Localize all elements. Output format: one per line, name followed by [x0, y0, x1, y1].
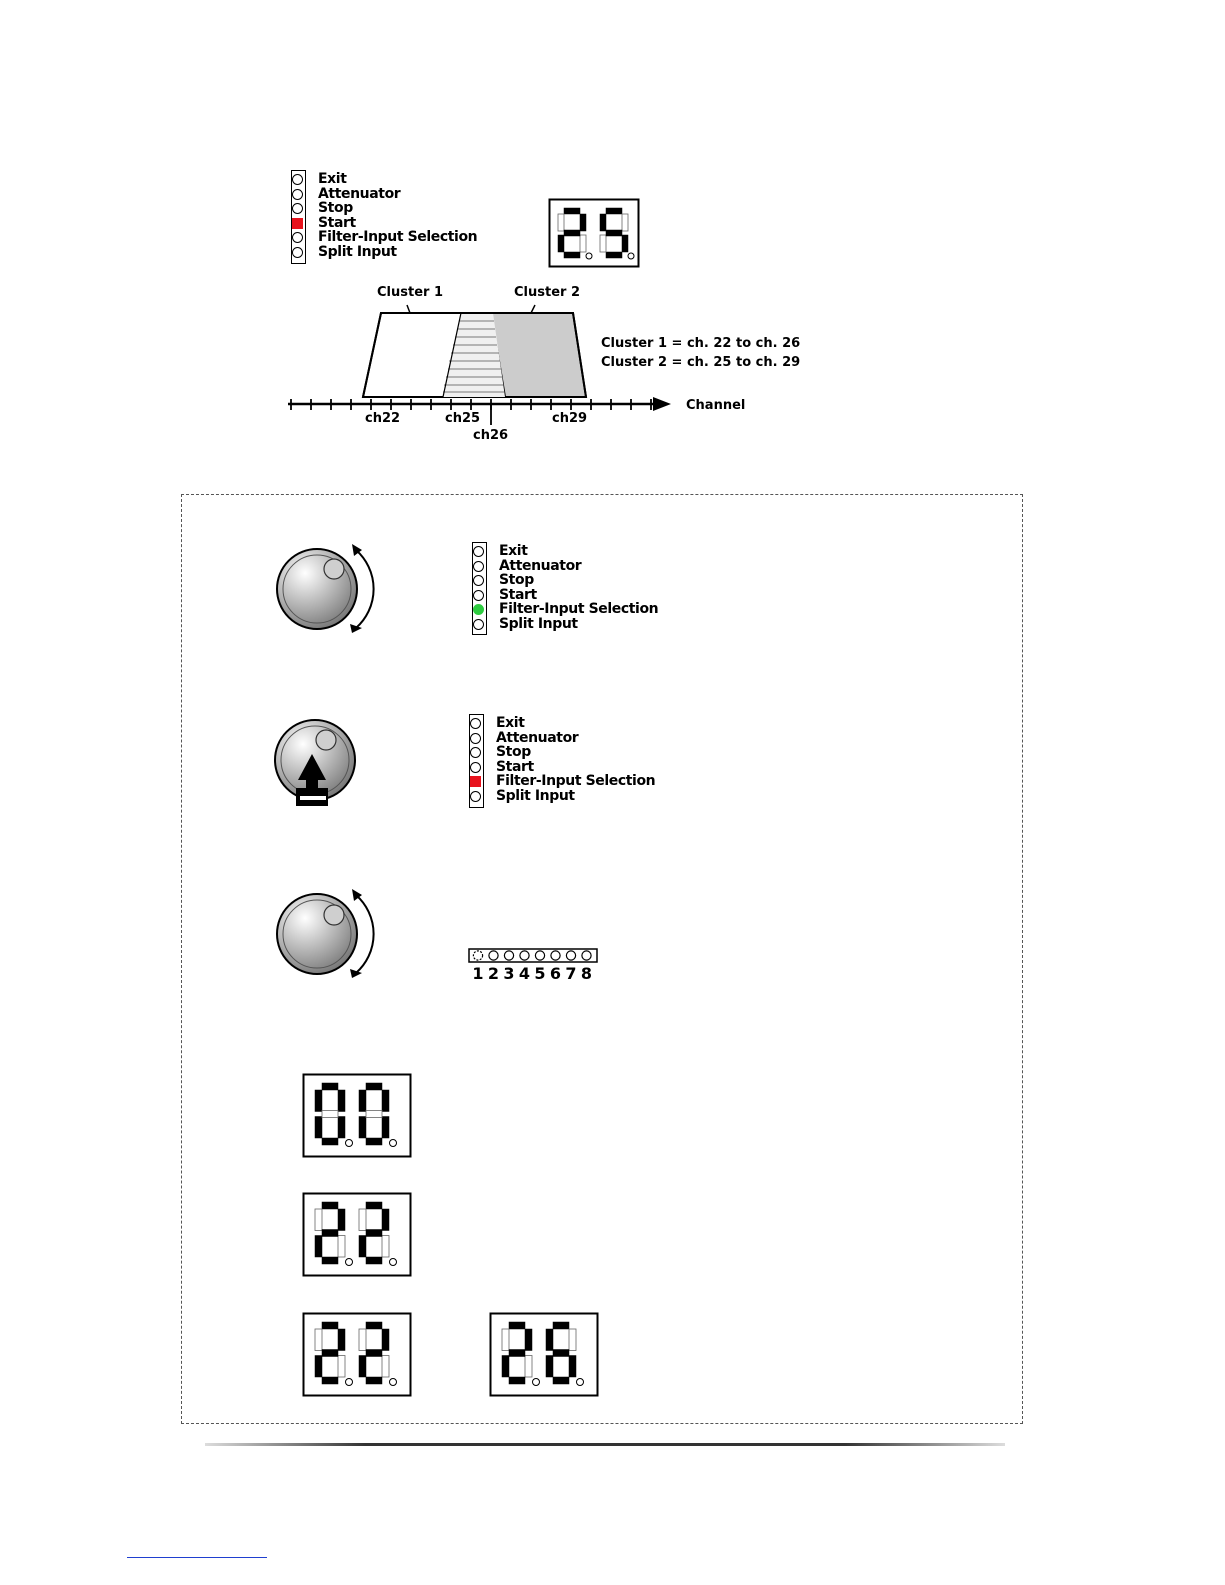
display-22-a-digit1-decimal-point [346, 1259, 353, 1266]
step2-label-stop: Stop [496, 744, 531, 761]
step2-label-filter-input-selection: Filter-Input Selection [496, 773, 656, 790]
display-22-a [302, 1192, 412, 1278]
step1-led-split-input [473, 619, 484, 630]
display-22-b-digit1-seg-d [322, 1377, 338, 1384]
display-00-digit2-seg-g [366, 1111, 382, 1118]
step1-led-start [473, 590, 484, 601]
display-26-digit1-seg-c [525, 1356, 532, 1378]
step2-led-split-input [470, 791, 481, 802]
display-25-digit2-seg-d [606, 252, 622, 258]
input-number-6: 6 [549, 964, 562, 983]
display-25 [548, 198, 640, 268]
display-22-b-digit1-seg-c [338, 1356, 345, 1378]
top-led-attenuator [292, 189, 303, 200]
display-25-digit1-seg-c [580, 235, 586, 252]
display-26-digit2-decimal-point [577, 1379, 584, 1386]
input-led-strip [465, 944, 605, 984]
display-22-b-digit2-seg-c [382, 1356, 389, 1378]
top-label-split-input: Split Input [318, 244, 397, 260]
step1-label-exit: Exit [499, 543, 528, 559]
display-00-digit2-decimal-point [390, 1140, 397, 1147]
knob-rotate-1 [270, 538, 380, 638]
top-led-exit [292, 174, 303, 185]
input-led-4 [520, 951, 529, 960]
display-25-digit2-seg-c [622, 235, 628, 252]
input-number-4: 4 [518, 964, 531, 983]
display-25-digit2-seg-f [600, 214, 606, 231]
footer-link-underline [127, 1557, 267, 1558]
input-led-8 [582, 951, 591, 960]
input-number-8: 8 [580, 964, 593, 983]
display-22-b-digit2-seg-g [366, 1350, 382, 1357]
top-label-exit: Exit [318, 171, 347, 187]
top-led-split-input [292, 247, 303, 258]
input-number-3: 3 [503, 964, 515, 983]
display-00-digit2-seg-a [366, 1083, 382, 1090]
display-26-digit2-seg-a [553, 1322, 569, 1329]
display-22-a-digit2-seg-g [366, 1230, 382, 1237]
top-label-stop: Stop [318, 200, 353, 217]
display-26-digit1-seg-e [502, 1356, 509, 1378]
top-led-start [292, 218, 303, 229]
footer-rule [205, 1443, 1005, 1446]
legend-line-2: Cluster 2 = ch. 25 to ch. 29 [601, 355, 801, 370]
display-25-digit1-seg-b [580, 214, 586, 231]
display-22-a-digit1-seg-f [315, 1209, 322, 1231]
cluster-chart [283, 280, 803, 450]
step2-label-start: Start [496, 758, 534, 775]
cluster-2-label: Cluster 2 [514, 285, 581, 300]
tick-label-ch22: ch22 [365, 411, 401, 426]
display-22-a-digit2-seg-e [359, 1236, 366, 1258]
display-22-a-digit1-seg-a [322, 1202, 338, 1209]
display-22-b-digit2-seg-a [366, 1322, 382, 1329]
input-led-1 [473, 951, 482, 960]
display-22-a-digit1-seg-e [315, 1236, 322, 1258]
display-22-b [302, 1312, 412, 1398]
display-26-digit2-seg-b [569, 1329, 576, 1351]
display-26-digit1-seg-b [525, 1329, 532, 1351]
display-00-digit1-seg-d [322, 1138, 338, 1145]
display-22-b-digit1-seg-b [338, 1329, 345, 1351]
input-led-5 [535, 951, 544, 960]
step2-label-split-input: Split Input [496, 788, 575, 804]
step1-led-exit [473, 546, 484, 557]
display-25-digit1-seg-g [564, 230, 580, 236]
display-22-b-digit1-decimal-point [346, 1379, 353, 1386]
display-00-digit1-seg-b [338, 1090, 345, 1112]
display-22-a-digit2-seg-b [382, 1209, 389, 1231]
step1-label-start: Start [499, 586, 537, 603]
step2-label-exit: Exit [496, 715, 525, 731]
display-25-digit1-seg-d [564, 252, 580, 258]
display-22-b-digit2-seg-b [382, 1329, 389, 1351]
display-22-b-digit2-seg-e [359, 1356, 366, 1378]
display-26-digit1-seg-d [509, 1377, 525, 1384]
display-22-a-digit2-seg-f [359, 1209, 366, 1231]
tick-label-ch26: ch26 [473, 428, 509, 443]
display-26-digit1-seg-f [502, 1329, 509, 1351]
step1-label-attenuator: Attenuator [499, 557, 582, 574]
display-25-digit1-seg-a [564, 208, 580, 214]
step1-label-stop: Stop [499, 572, 534, 589]
display-26-digit2-seg-c [569, 1356, 576, 1378]
display-25-digit2-seg-g [606, 230, 622, 236]
display-26-digit1-decimal-point [533, 1379, 540, 1386]
input-number-2: 2 [487, 964, 500, 983]
display-00 [302, 1073, 412, 1159]
step1-label-filter-input-selection: Filter-Input Selection [499, 601, 659, 618]
input-number-1: 1 [472, 964, 484, 983]
display-25-digit1-seg-e [558, 235, 564, 252]
display-26-digit2-seg-f [546, 1329, 553, 1351]
step2-led-exit [470, 718, 481, 729]
display-22-b-digit2-decimal-point [390, 1379, 397, 1386]
tick-label-ch25: ch25 [445, 411, 481, 426]
display-22-b-digit2-seg-f [359, 1329, 366, 1351]
step1-label-split-input: Split Input [499, 616, 578, 632]
display-22-b-digit1-seg-a [322, 1322, 338, 1329]
display-00-digit2-seg-c [382, 1117, 389, 1139]
display-25-digit2-decimal-point [628, 253, 634, 259]
display-00-digit1-decimal-point [346, 1140, 353, 1147]
display-22-a-digit2-decimal-point [390, 1259, 397, 1266]
display-26-digit2-seg-d [553, 1377, 569, 1384]
display-26-digit1-seg-g [509, 1350, 525, 1357]
axis-arrow [653, 397, 671, 411]
display-26-digit2-seg-g [553, 1350, 569, 1357]
step2-led-filter-input-selection [470, 776, 481, 787]
axis-label: Channel [686, 398, 746, 413]
display-00-digit1-seg-e [315, 1117, 322, 1139]
display-22-a-digit1-seg-d [322, 1257, 338, 1264]
input-number-7: 7 [565, 964, 577, 983]
display-26 [489, 1312, 599, 1398]
display-22-b-digit1-seg-e [315, 1356, 322, 1378]
top-label-attenuator: Attenuator [318, 185, 401, 202]
tick-label-ch29: ch29 [552, 411, 588, 426]
display-00-digit1-seg-f [315, 1090, 322, 1112]
input-led-6 [551, 951, 560, 960]
display-00-digit2-seg-f [359, 1090, 366, 1112]
top-label-start: Start [318, 214, 356, 231]
display-25-digit1-decimal-point [586, 253, 592, 259]
step2-label-attenuator: Attenuator [496, 729, 579, 746]
display-22-a-digit2-seg-a [366, 1202, 382, 1209]
display-00-digit2-seg-b [382, 1090, 389, 1112]
display-25-digit2-seg-e [600, 235, 606, 252]
cluster-1-label: Cluster 1 [377, 285, 444, 300]
input-led-7 [566, 951, 575, 960]
knob-rotate-2 [270, 885, 380, 985]
display-22-b-digit2-seg-d [366, 1377, 382, 1384]
display-00-digit2-seg-d [366, 1138, 382, 1145]
display-00-digit1-seg-c [338, 1117, 345, 1139]
input-numbers [472, 964, 592, 983]
display-22-a-digit1-seg-g [322, 1230, 338, 1237]
top-label-filter-input-selection: Filter-Input Selection [318, 229, 478, 246]
display-00-digit2-seg-e [359, 1117, 366, 1139]
legend-line-1: Cluster 1 = ch. 22 to ch. 26 [601, 336, 801, 351]
display-22-a-digit2-seg-d [366, 1257, 382, 1264]
input-led-2 [489, 951, 498, 960]
step2-led-attenuator [470, 733, 481, 744]
display-22-a-digit1-seg-c [338, 1236, 345, 1258]
display-26-digit2-seg-e [546, 1356, 553, 1378]
step1-led-attenuator [473, 561, 484, 572]
display-22-a-digit2-seg-c [382, 1236, 389, 1258]
display-22-a-digit1-seg-b [338, 1209, 345, 1231]
display-25-digit2-seg-a [606, 208, 622, 214]
input-led-3 [504, 951, 513, 960]
display-22-b-digit1-seg-f [315, 1329, 322, 1351]
display-00-digit1-seg-a [322, 1083, 338, 1090]
display-25-digit2-seg-b [622, 214, 628, 231]
knob-press [270, 710, 370, 810]
display-26-digit1-seg-a [509, 1322, 525, 1329]
display-25-digit1-seg-f [558, 214, 564, 231]
step2-led-start [470, 762, 481, 773]
display-22-b-digit1-seg-g [322, 1350, 338, 1357]
display-00-digit1-seg-g [322, 1111, 338, 1118]
input-number-5: 5 [534, 964, 546, 983]
